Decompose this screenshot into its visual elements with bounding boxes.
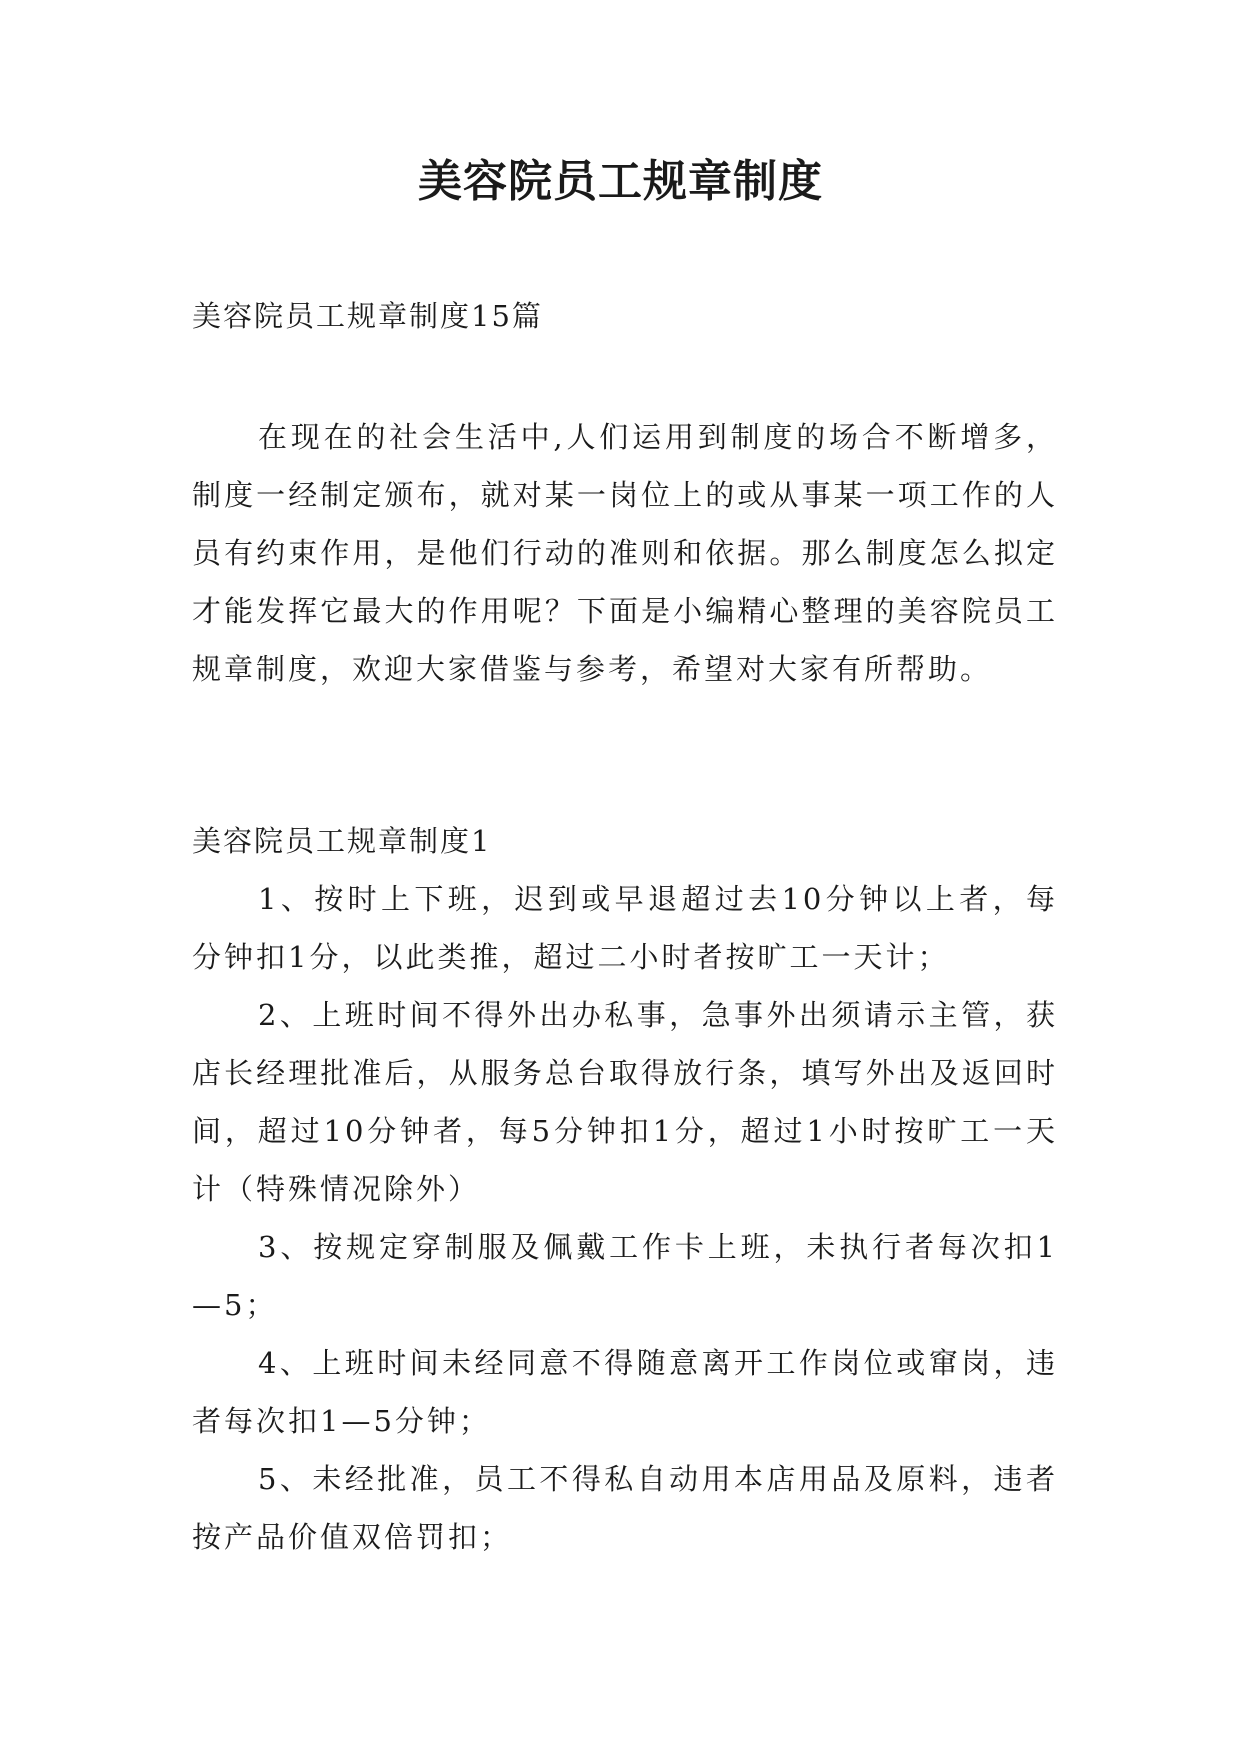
rule-item-3: 3、按规定穿制服及佩戴工作卡上班，未执行者每次扣1—5； — [192, 1230, 1058, 1322]
section-heading: 美容院员工规章制度1 — [192, 824, 492, 858]
intro-paragraph: 在现在的社会生活中,人们运用到制度的场合不断增多，制度一经制定颁布，就对某一岗位上的或从事某一项工作的人员有约束作用，是他们行动的准则和依据。那么制度怎么拟定才能发挥它最大的作用呢？下面是小编精心整理的美容院员工规章制度，欢迎大家借鉴与参考，希望对大家有所帮助。 — [192, 420, 1058, 686]
document-title: 美容院员工规章制度 — [418, 156, 823, 207]
rules-section — [192, 812, 1058, 1566]
document-subtitle: 美容院员工规章制度15篇 — [192, 299, 543, 333]
rule-item-5: 5、未经批准，员工不得私自动用本店用品及原料，违者按产品价值双倍罚扣； — [192, 1462, 1058, 1554]
rule-item-2: 2、上班时间不得外出办私事，急事外出须请示主管，获店长经理批准后，从服务总台取得放行条，填写外出及返回时间，超过10分钟者，每5分钟扣1分，超过1小时按旷工一天计（特殊情况除外） — [192, 998, 1058, 1206]
rule-item-4: 4、上班时间未经同意不得随意离开工作岗位或窜岗，违者每次扣1—5分钟； — [192, 1346, 1058, 1438]
rule-item-1: 1、按时上下班，迟到或早退超过去10分钟以上者，每分钟扣1分，以此类推，超过二小时者按旷工一天计； — [192, 882, 1058, 974]
